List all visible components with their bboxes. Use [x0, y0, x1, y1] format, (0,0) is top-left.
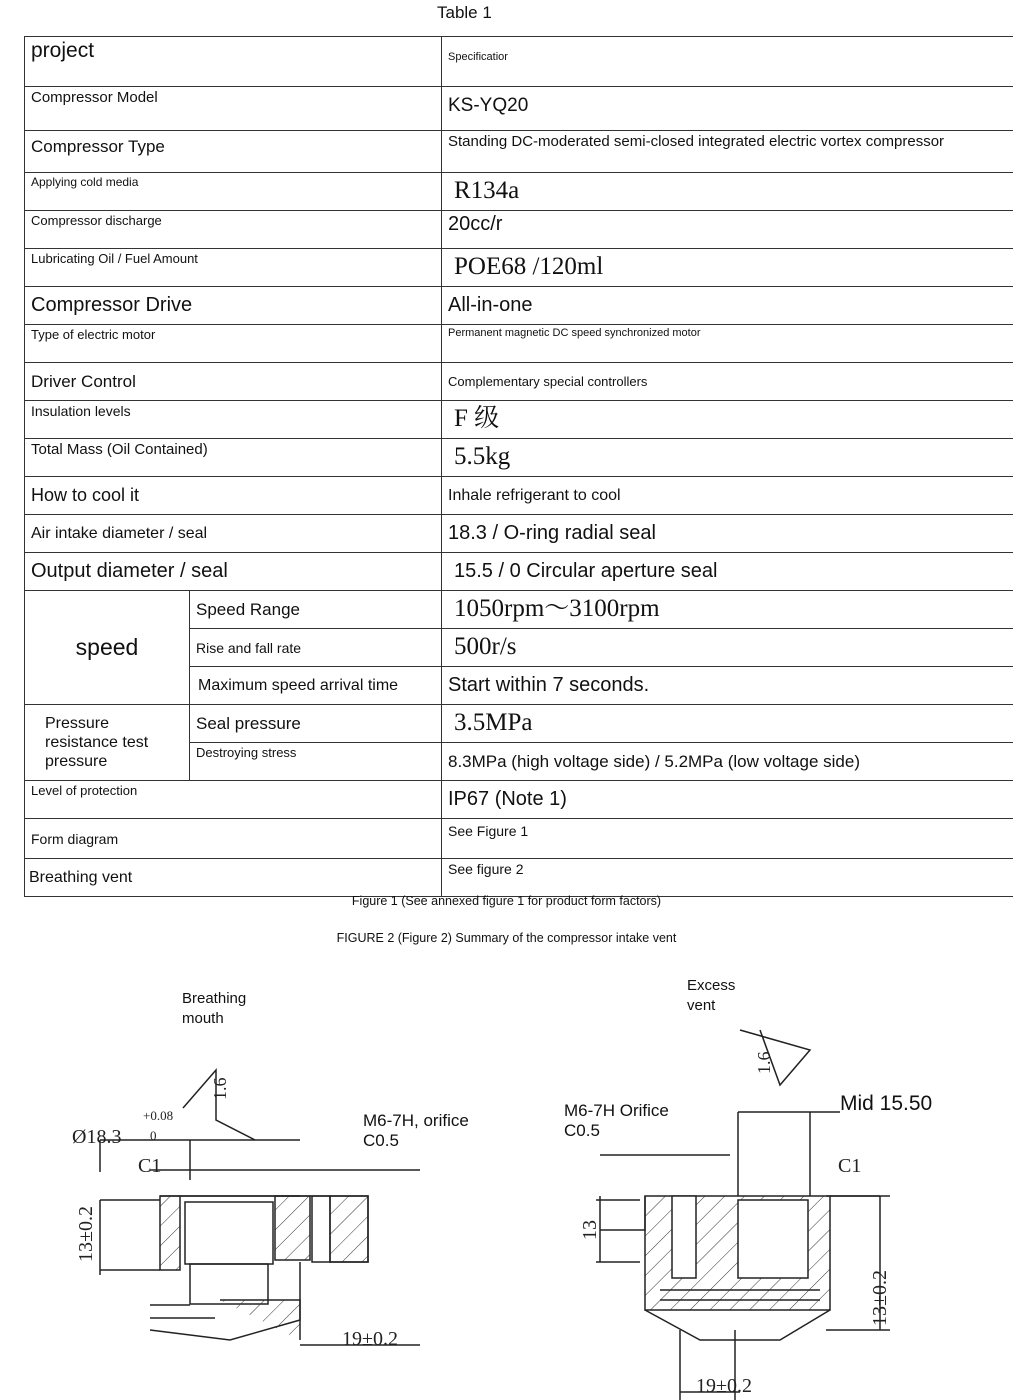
- row-label: Lubricating Oil / Fuel Amount: [25, 249, 442, 287]
- left-height: 13±0.2: [75, 1206, 97, 1262]
- left-section-drawing: [72, 1070, 420, 1350]
- header-project: project: [25, 37, 442, 87]
- row-label: Output diameter / seal: [25, 553, 442, 591]
- left-chamfer: C1: [138, 1155, 162, 1177]
- row-label: Insulation levels: [25, 401, 442, 439]
- row-value: 15.5 / 0 Circular aperture seal: [442, 553, 1013, 591]
- table-row: [25, 87, 1013, 131]
- row-label: Type of electric motor: [25, 325, 442, 363]
- figure1-caption: Figure 1 (See annexed figure 1 for product form factors): [351, 894, 662, 908]
- table-row: [25, 553, 1013, 591]
- pressure-group-label: Pressure resistance test pressure: [25, 705, 190, 781]
- table-row: [25, 819, 1013, 859]
- header-specification: Specificatior: [442, 37, 1013, 87]
- left-tol-lower: 0: [150, 1128, 157, 1143]
- table-row: [25, 781, 1013, 819]
- row-label: Level of protection: [25, 781, 442, 819]
- right-thread-label: M6-7H Orifice C0.5: [564, 1101, 669, 1140]
- row-label: Destroying stress: [190, 743, 442, 781]
- left-dia-text: Ø18.3: [72, 1126, 122, 1148]
- table-row: [25, 591, 1013, 629]
- row-label: Rise and fall rate: [190, 629, 442, 667]
- row-label: Compressor discharge: [25, 211, 442, 249]
- row-label: How to cool it: [25, 477, 442, 515]
- right-depth: 13: [579, 1220, 601, 1240]
- row-value: F 级: [442, 401, 1013, 439]
- row-value: Inhale refrigerant to cool: [442, 477, 1013, 515]
- row-value: See Figure 1: [442, 819, 1013, 859]
- table-row: [25, 515, 1013, 553]
- row-label: Air intake diameter / seal: [25, 515, 442, 553]
- left-roughness-text: 1.6: [210, 1077, 230, 1100]
- table-row: [25, 325, 1013, 363]
- row-label: Compressor Model: [25, 87, 442, 131]
- row-value: See figure 2: [442, 859, 1013, 897]
- right-width: 19±0.2: [696, 1375, 752, 1397]
- table-row: [25, 211, 1013, 249]
- speed-group-label: speed: [25, 591, 190, 705]
- row-label: Breathing vent: [25, 859, 442, 897]
- row-value: 500r/s: [442, 629, 1013, 667]
- excess-vent-label: Excess vent: [687, 977, 736, 1014]
- row-value: 20cc/r: [442, 211, 1013, 249]
- spec-table: [24, 36, 1013, 897]
- left-width: 19±0.2: [342, 1328, 398, 1350]
- figure2-caption: FIGURE 2 (Figure 2) Summary of the compressor intake vent: [336, 931, 677, 945]
- row-value: 5.5kg: [442, 439, 1013, 477]
- right-height: 13±0.2: [869, 1270, 891, 1326]
- row-value: 8.3MPa (high voltage side) / 5.2MPa (low voltage side): [442, 743, 1013, 781]
- breathing-mouth-label: Breathing mouth: [182, 990, 247, 1027]
- table-row: [25, 705, 1013, 743]
- row-label: Compressor Drive: [25, 287, 442, 325]
- intake-vent-drawing: [0, 960, 1013, 1400]
- table-title: Table 1: [437, 3, 492, 22]
- row-value: Complementary special controllers: [442, 363, 1013, 401]
- row-value: 18.3 / O-ring radial seal: [442, 515, 1013, 553]
- row-value: All-in-one: [442, 287, 1013, 325]
- table-row: [25, 363, 1013, 401]
- row-value: Permanent magnetic DC speed synchronized motor: [442, 325, 1013, 363]
- right-section-drawing: [579, 1030, 891, 1400]
- row-value: POE68 /120ml: [442, 249, 1013, 287]
- table-row: [25, 131, 1013, 173]
- row-value: Start within 7 seconds.: [442, 667, 1013, 705]
- row-value: IP67 (Note 1): [442, 781, 1013, 819]
- row-value: 3.5MPa: [442, 705, 1013, 743]
- row-value: KS-YQ20: [442, 87, 1013, 131]
- left-thread-label: M6-7H, orifice C0.5: [363, 1111, 469, 1150]
- row-label: Maximum speed arrival time: [190, 667, 442, 705]
- table-row: [25, 401, 1013, 439]
- row-value: Standing DC-moderated semi-closed integrated electric vortex compressor: [442, 131, 1013, 173]
- row-value: 1050rpm～3100rpm: [442, 591, 1013, 629]
- table-row: [25, 287, 1013, 325]
- table-row: [25, 249, 1013, 287]
- right-roughness-text: 1.6: [754, 1051, 774, 1074]
- mid-dimension-label: Mid 15.50: [840, 1092, 933, 1115]
- row-label: Form diagram: [25, 819, 442, 859]
- right-chamfer: C1: [838, 1155, 862, 1177]
- table-row: [25, 37, 1013, 87]
- row-value: R134a: [442, 173, 1013, 211]
- table-row: [25, 859, 1013, 897]
- table-row: [25, 477, 1013, 515]
- row-label: Total Mass (Oil Contained): [25, 439, 442, 477]
- row-label: Seal pressure: [190, 705, 442, 743]
- row-label: Compressor Type: [25, 131, 442, 173]
- row-label: Speed Range: [190, 591, 442, 629]
- table-row: [25, 173, 1013, 211]
- row-label: Driver Control: [25, 363, 442, 401]
- left-tol-upper: +0.08: [143, 1108, 174, 1123]
- row-label: Applying cold media: [25, 173, 442, 211]
- table-row: [25, 439, 1013, 477]
